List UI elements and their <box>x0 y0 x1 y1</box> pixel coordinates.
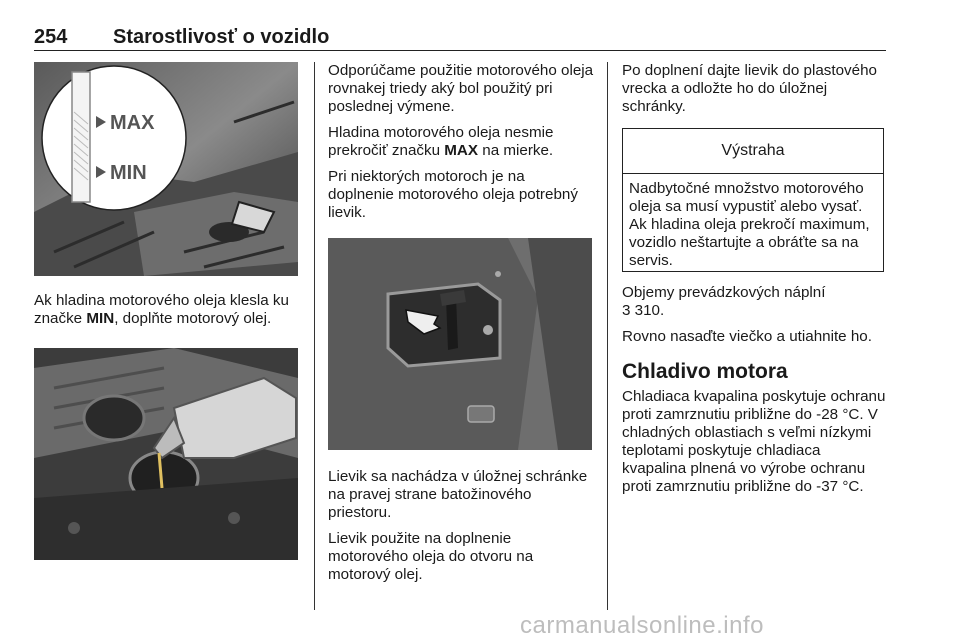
trunk-storage-illustration <box>328 238 592 450</box>
paragraph-funnel-location: Lievik sa nachádza v úložnej schránke na pravej strane batožinového priestoru. <box>328 468 588 521</box>
paragraph-max-level <box>328 124 594 160</box>
paragraph-cap: Rovno nasaďte viečko a utiahnite ho. <box>622 328 872 345</box>
funnel-storage-photo <box>328 238 592 450</box>
column-2 <box>328 62 594 584</box>
section-heading-coolant: Chladivo motora <box>622 360 788 383</box>
header-rule <box>34 50 886 51</box>
dipstick-max-label: MAX <box>110 112 155 134</box>
warning-title: Výstraha <box>623 129 883 174</box>
warning-box <box>622 128 884 272</box>
capacities-text: Objemy prevádzkových náplní <box>622 284 826 301</box>
column-3-lower <box>622 284 888 496</box>
warning-text: Nadbytočné množstvo motorového oleja sa musí vypustiť alebo vysať. Ak hladina oleja prekročí maximum, vozidlo neštartujte a obráťte sa na servis. <box>629 180 870 269</box>
dipstick-photo <box>34 62 298 276</box>
page-title: Starostlivosť o vozidlo <box>113 26 330 48</box>
caption-bold-min: MIN <box>86 310 115 327</box>
page-number: 254 <box>34 26 68 48</box>
column-divider-1 <box>314 62 315 610</box>
caption-text-end: , doplňte motorový olej. <box>114 310 272 327</box>
column-1 <box>34 62 298 560</box>
watermark: carmanualsonline.info <box>520 612 764 639</box>
column-3 <box>622 62 888 116</box>
paragraph-coolant: Chladiaca kvapalina poskytuje ochranu proti zamrznutiu približne do -28 °C. V chladných oblastiach s veľmi nízkymi teplotami poskytuje chladiaca kvapalina plnená vo výrobe ochranu proti zamrznutiu približne do -37 °C. <box>622 388 886 495</box>
paragraph-funnel-needed: Pri niektorých motoroch je na doplnenie motorového oleja potrebný lievik. <box>328 168 578 221</box>
paragraph-engine-oil-class: Odporúčame použitie motorového oleja rovnakej triedy aký bol použitý pri poslednej výmene. <box>328 62 594 115</box>
column-divider-2 <box>607 62 608 610</box>
max-level-text-end: na mierke. <box>478 142 554 159</box>
dipstick-min-label: MIN <box>110 162 147 184</box>
engine-dipstick-illustration <box>34 62 298 276</box>
page-header <box>34 24 886 52</box>
caption-text: Ak hladina motorového oleja klesla ku značke <box>34 292 289 327</box>
paragraph-store-funnel: Po doplnení dajte lievik do plastového vrecka a odložte ho do úložnej schránky. <box>622 62 877 115</box>
max-bold: MAX <box>444 142 479 159</box>
oil-bottle-illustration <box>34 348 298 560</box>
paragraph-fluid-capacities <box>622 284 888 320</box>
max-level-text: Hladina motorového oleja nesmie prekročiť značku <box>328 124 554 159</box>
page-reference-link[interactable]: 3 310. <box>622 302 665 319</box>
oil-filling-photo <box>34 348 298 560</box>
dipstick-caption <box>34 292 298 328</box>
paragraph-use-funnel: Lievik použite na doplnenie motorového oleja do otvoru na motorový olej. <box>328 530 534 583</box>
